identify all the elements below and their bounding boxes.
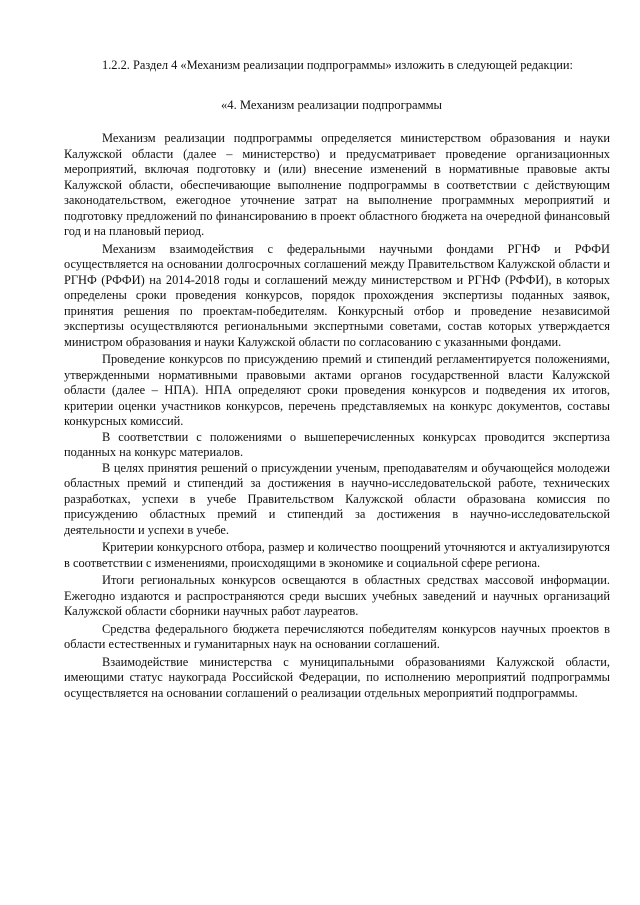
paragraph-federal-funds: Средства федерального бюджета перечисляются победителям конкурсов научных проектов в области естественных и гуманитарных наук на основании соглашений. bbox=[64, 621, 610, 651]
paragraph-expertise: В соответствии с положениями о вышеперечисленных конкурсах проводится экспертиза поданных на конкурс материалов. bbox=[64, 429, 610, 459]
paragraph-competitions: Проведение конкурсов по присуждению премий и стипендий регламентируется положениями, утвержденными нормативными правовыми актами органов государственной власти Калужской области (далее – НПА). НПА определяют сроки проведения конкурсов и подведения их итогов, критерии оценки участников конкурсов, перечень представляемых на конкурс документов, составы конкурсных комиссий. bbox=[64, 352, 610, 428]
paragraph-mechanism: Механизм реализации подпрограммы определяется министерством образования и науки Калужской области (далее – министерство) и предусматривает проведение организационных мероприятий, включая подготовку и (или) внесение изменений в нормативные правовые акты Калужской области, обеспечивающие выполнение подпрограммы в соответствии с действующим законодательством, ежегодное уточнение затрат на выполнение программных мероприятий и подготовку предложений по финансированию в проект областного бюджета на очередной финансовый год и на плановый период. bbox=[64, 131, 610, 238]
paragraph-criteria: Критерии конкурсного отбора, размер и количество поощрений уточняются и актуализируются в соответствии с изменениями, происходящими в экономике и социальной сфере региона. bbox=[64, 540, 610, 570]
paragraph-funds-interaction: Механизм взаимодействия с федеральными научными фондами РГНФ и РФФИ осуществляется на основании долгосрочных соглашений между Правительством Калужской области и РГНФ (РФФИ) на 2014-2018 годы и соглашений между министерством и РГНФ (РФФИ), в которых определены сроки проведения конкурсов, порядок прохождения экспертизы поданных заявок, принятия решения по проектам-победителям. Конкурсный отбор и проведение независимой экспертизы осуществляются региональными экспертными советами, состав которых утверждается министром образования и науки Калужской области по согласованию с указанными фондами. bbox=[64, 241, 610, 349]
section-heading: «4. Механизм реализации подпрограммы bbox=[221, 97, 443, 112]
paragraph-municipal-interaction: Взаимодействие министерства с муниципальными образованиями Калужской области, имеющими статус наукограда Российской Федерации, по исполнению мероприятий подпрограммы осуществляется на основании соглашений о реализации отдельных мероприятий подпрограммы. bbox=[64, 654, 610, 700]
paragraph-results: Итоги региональных конкурсов освещаются в областных средствах массовой информации. Ежегодно издаются и распространяются среди высших учебных заведений и научных организаций Калужской области сборники научных работ лауреатов. bbox=[64, 573, 610, 618]
paragraph-commission: В целях принятия решений о присуждении ученым, преподавателям и обучающейся молодежи областных премий и стипендий за достижения в научно-исследовательской работе, технических разработках, успехи в учебе Правительством Калужской области образована комиссия по присуждению областных премий и стипендий за достижения в научно-исследовательской деятельности и успехи в учебе. bbox=[64, 460, 610, 537]
amendment-intro: 1.2.2. Раздел 4 «Механизм реализации подпрограммы» изложить в следующей редакции: bbox=[102, 58, 573, 72]
